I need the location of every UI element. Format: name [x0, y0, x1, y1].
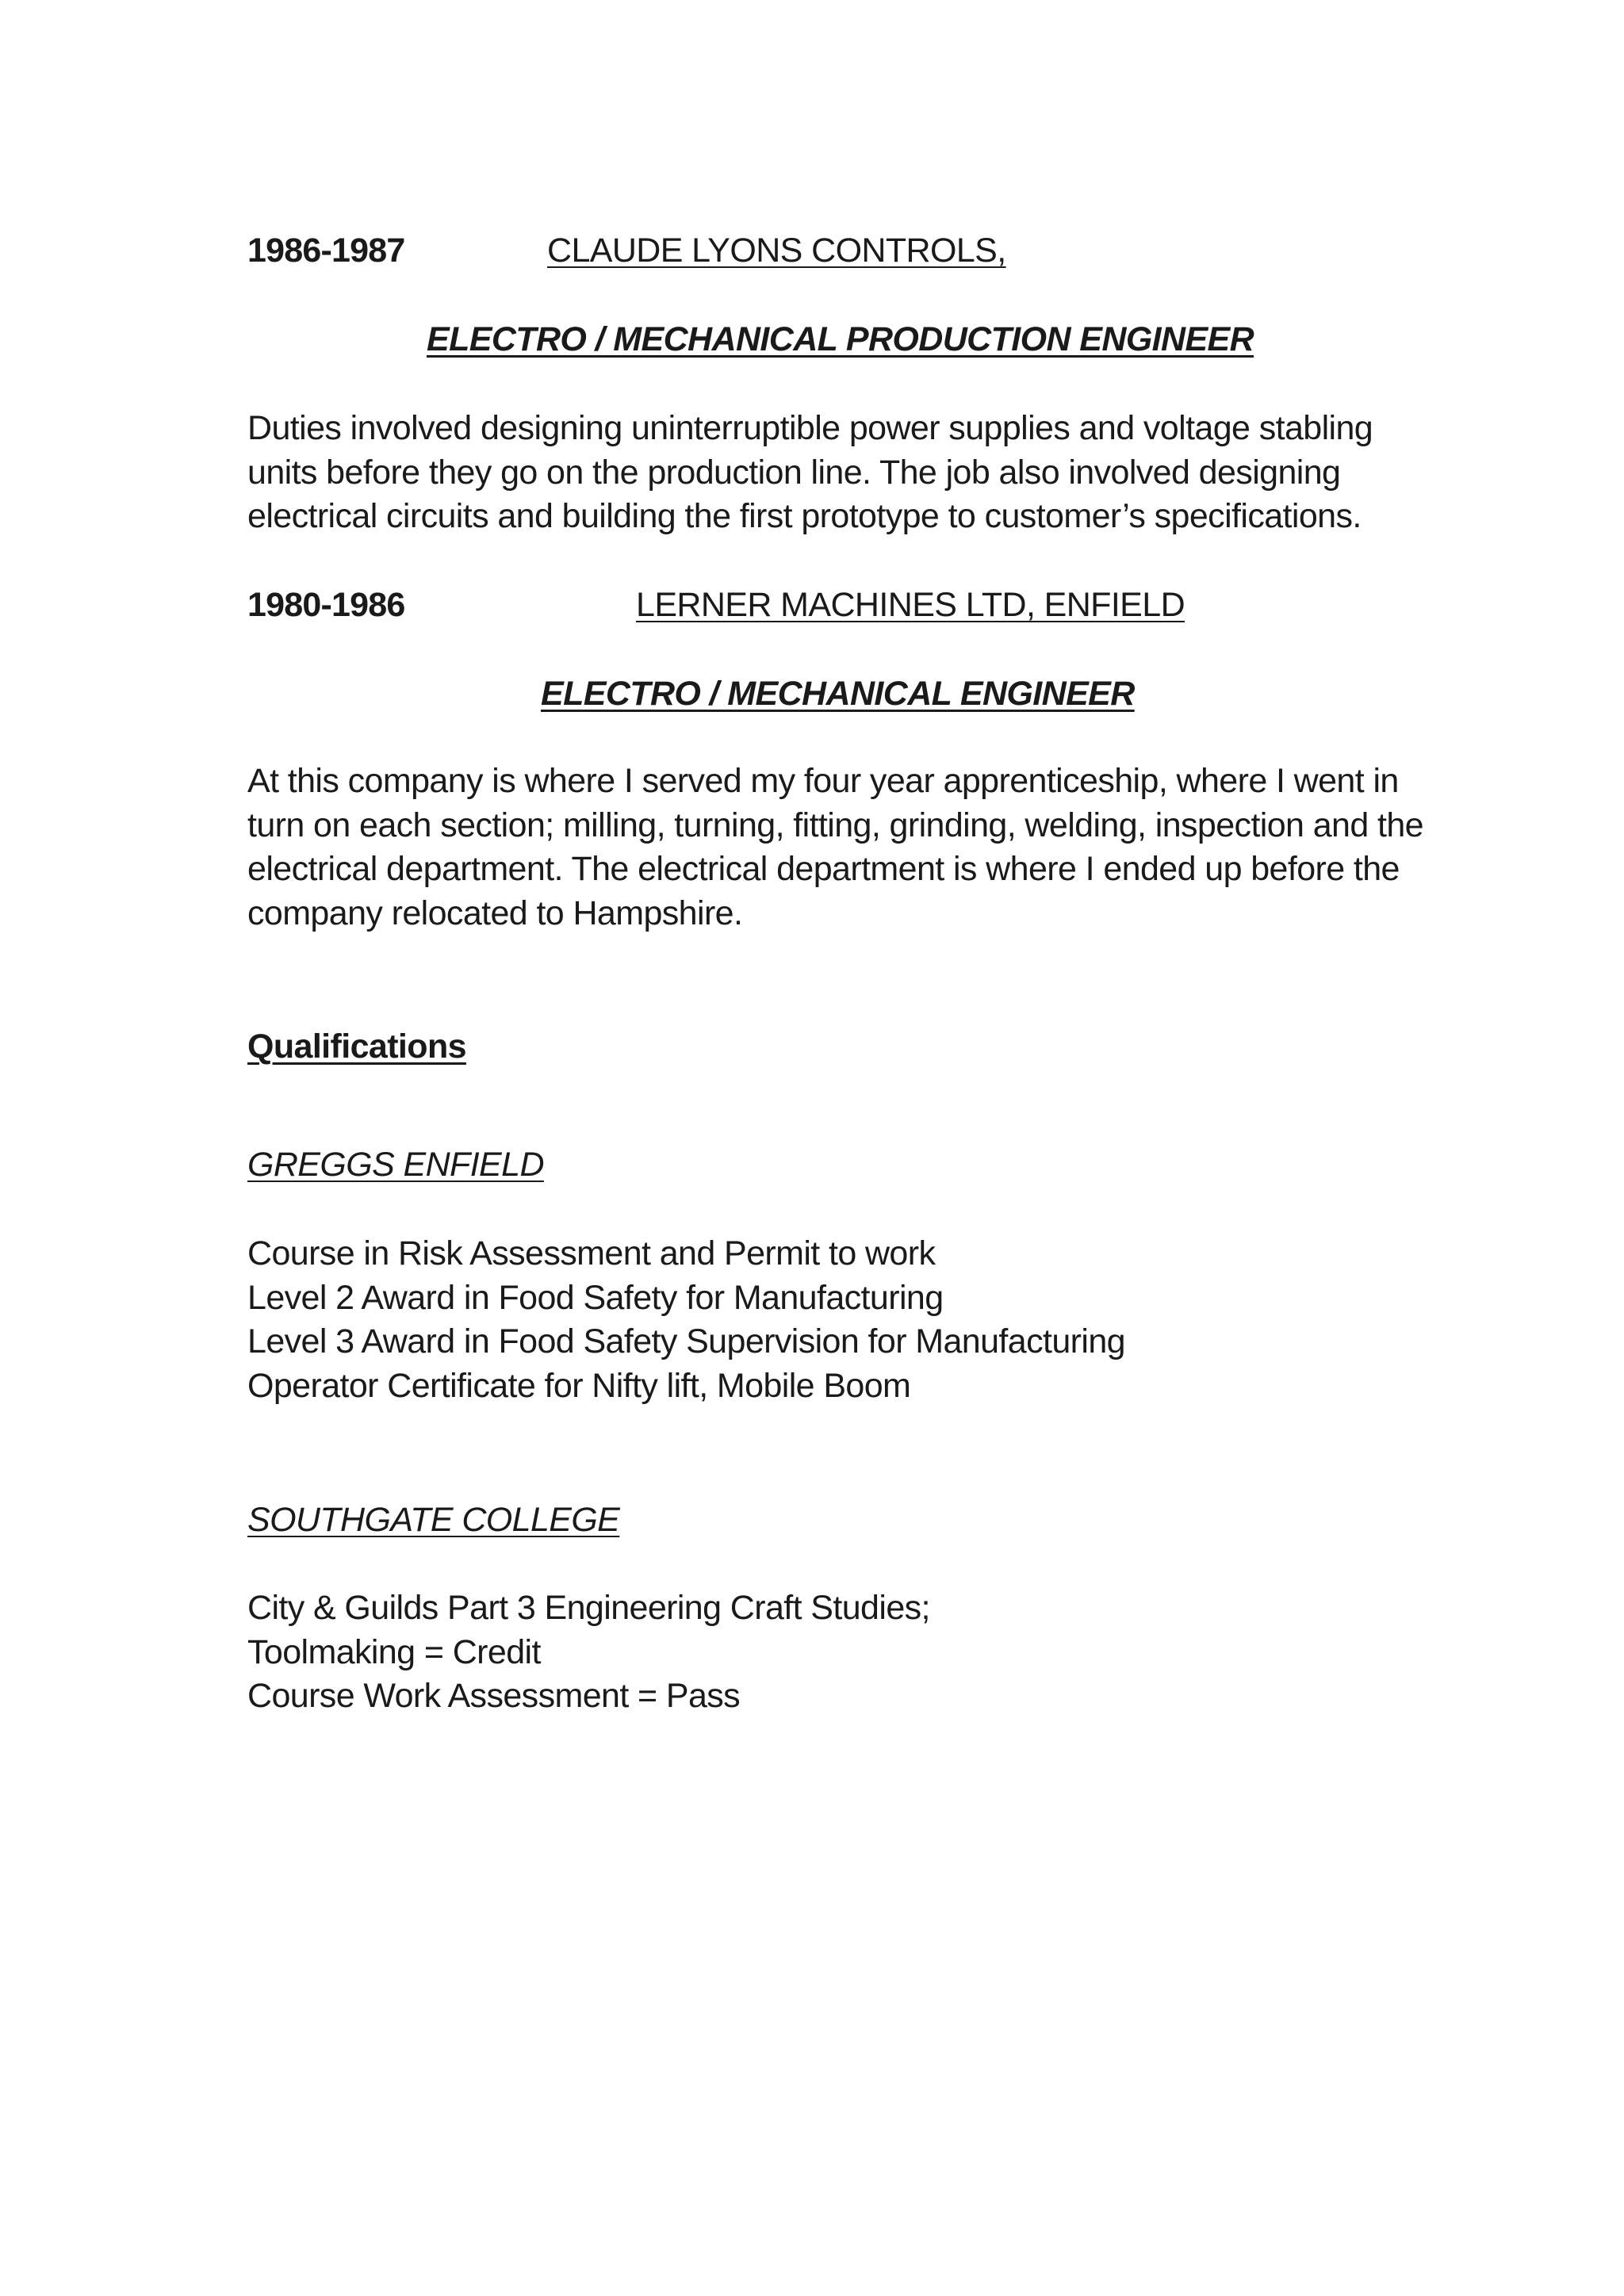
- qualification-item: Course in Risk Assessment and Permit to work: [247, 1234, 936, 1272]
- description-line: Duties involved designing uninterruptible power supplies and voltage stabling: [247, 409, 1373, 447]
- description-line: electrical circuits and building the first prototype to customer’s specifications.: [247, 497, 1362, 535]
- institution-name: SOUTHGATE COLLEGE: [247, 1501, 620, 1539]
- job-years: 1986-1987: [247, 232, 405, 270]
- qualification-item: Course Work Assessment = Pass: [247, 1677, 741, 1715]
- qualification-item: Toolmaking = Credit: [247, 1632, 541, 1671]
- qualification-item: City & Guilds Part 3 Engineering Craft Studies;: [247, 1589, 930, 1627]
- job-description: [247, 407, 1373, 539]
- description-line: units before they go on the production line. The job also involved designing: [247, 453, 1341, 492]
- description-line: electrical department. The electrical department is where I ended up before the: [247, 850, 1400, 888]
- job-years: 1980-1986: [247, 586, 405, 624]
- job-company: LERNER MACHINES LTD, ENFIELD: [636, 586, 1185, 624]
- institution-name: GREGGS ENFIELD: [247, 1146, 544, 1184]
- qualification-list: [247, 1586, 930, 1719]
- description-line: turn on each section; milling, turning, fitting, grinding, welding, inspection and the: [247, 806, 1423, 844]
- description-line: At this company is where I served my four year apprenticeship, where I went in: [247, 762, 1399, 800]
- job-description: [247, 760, 1423, 936]
- qualification-item: Level 3 Award in Food Safety Supervision for Manufacturing: [247, 1322, 1125, 1360]
- description-line: company relocated to Hampshire.: [247, 894, 743, 932]
- job-company: CLAUDE LYONS CONTROLS,: [547, 232, 1006, 270]
- qualification-item: Operator Certificate for Nifty lift, Mobile Boom: [247, 1366, 911, 1405]
- qualification-list: [247, 1232, 1125, 1408]
- job-title: ELECTRO / MECHANICAL ENGINEER: [541, 675, 1135, 713]
- qualification-item: Level 2 Award in Food Safety for Manufacturing: [247, 1278, 944, 1317]
- job-title: ELECTRO / MECHANICAL PRODUCTION ENGINEER: [427, 320, 1254, 358]
- qualifications-heading: Qualifications: [247, 1027, 466, 1066]
